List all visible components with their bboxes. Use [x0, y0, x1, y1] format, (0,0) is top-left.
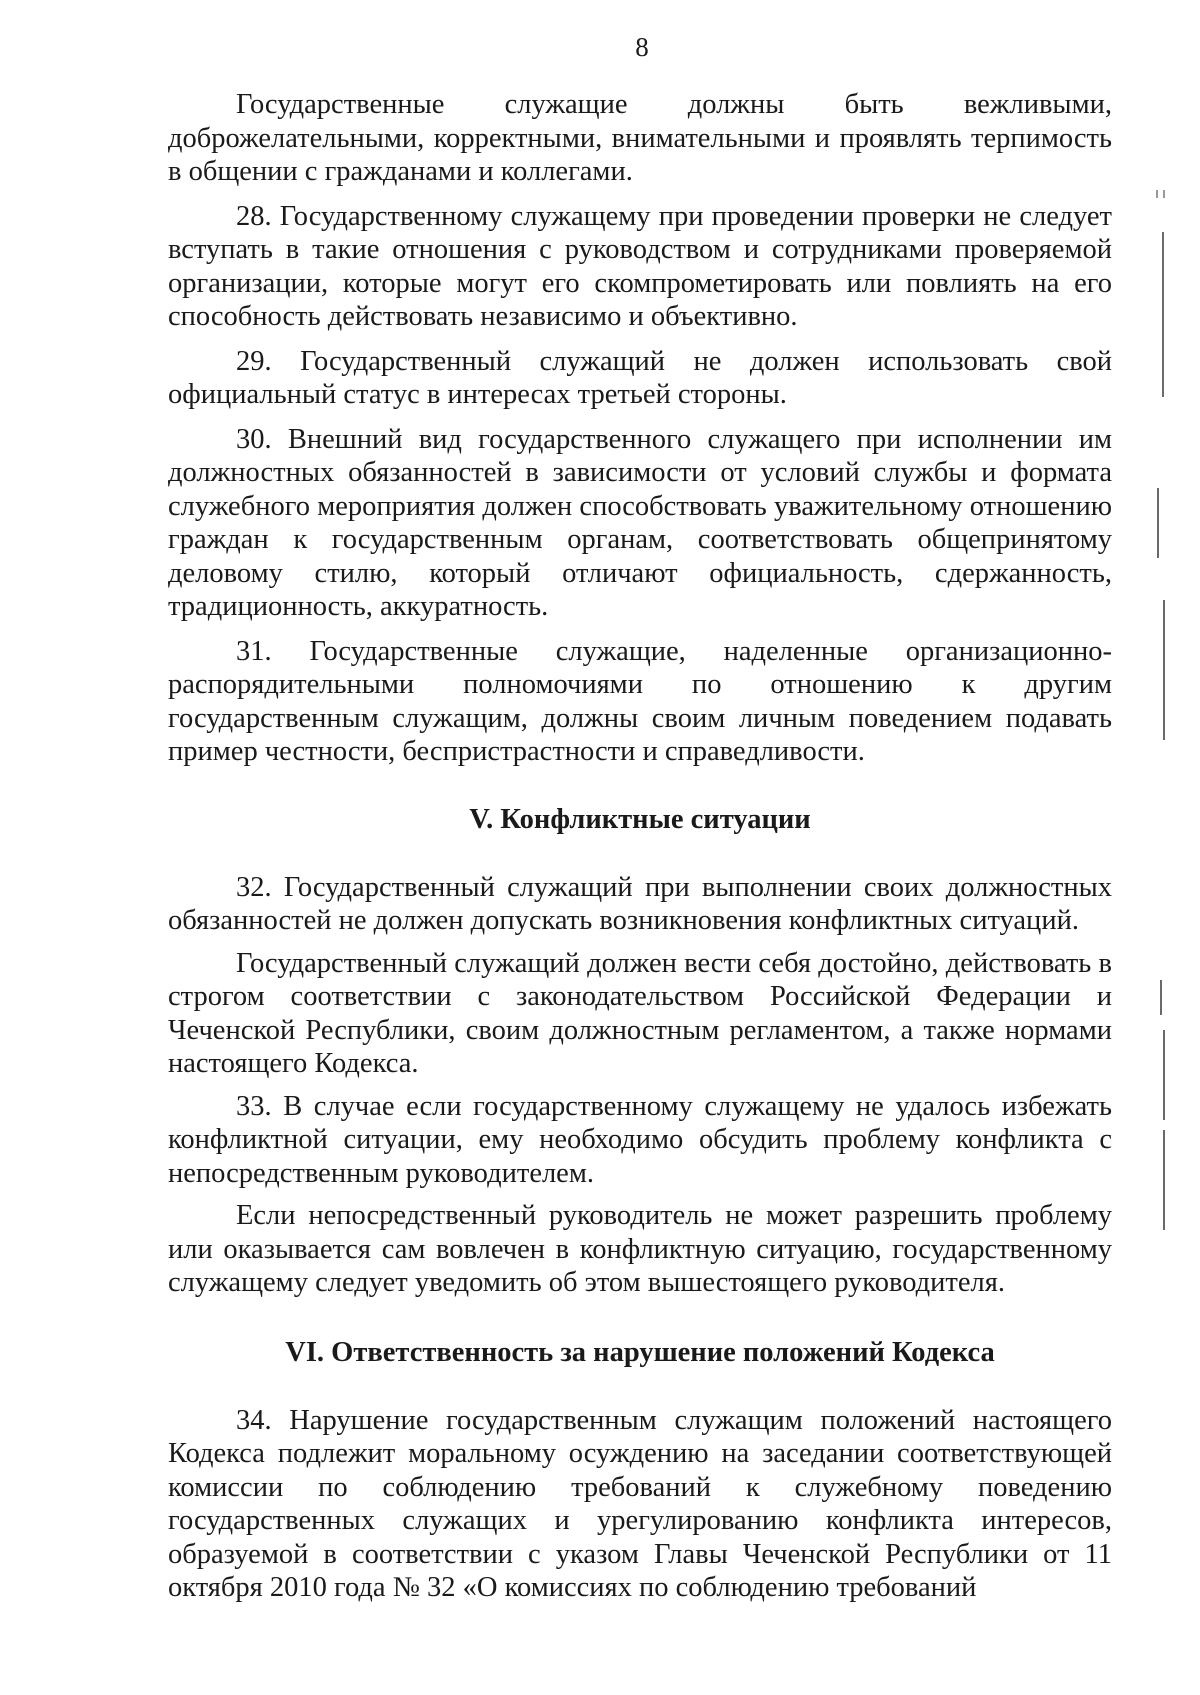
paragraph-34: 34. Нарушение государственным служащим положений настоящего Кодекса подлежит моральному осуждению на заседании соответствующей комиссии по соблюдению требований к служебному поведению государственных служащих и урегулированию конфликта интересов, образуемой в соответствии с указом Главы Чеченской Республики от 11 октября 2010 года № 32 «О комиссиях по соблюдению требований	[168, 1404, 1112, 1603]
scan-artifact	[1156, 190, 1158, 198]
paragraph-33: 33. В случае если государственному служащему не удалось избежать конфликтной ситуации, ему необходимо обсудить проблему конфликта с непосредственным руководителем.	[168, 1090, 1112, 1189]
paragraph-32: 32. Государственный служащий при выполнении своих должностных обязанностей не должен допускать возникновения конфликтных ситуаций.	[168, 871, 1112, 936]
page-number: 8	[635, 32, 649, 62]
scan-artifact	[1163, 1130, 1165, 1230]
paragraph-28: 28. Государственному служащему при проведении проверки не следует вступать в такие отношения с руководством и сотрудниками проверяемой организации, которые могут его скомпрометировать или повлиять на его способность действовать независимо и объективно.	[168, 200, 1112, 332]
scan-artifact	[1162, 232, 1164, 397]
section-heading-responsibility: VI. Ответственность за нарушение положений Кодекса	[285, 1336, 995, 1368]
paragraph-33-escalation: Если непосредственный руководитель не может разрешить проблему или оказывается сам вовлечен в конфликтную ситуацию, государственному служащему следует уведомить об этом вышестоящего руководителя.	[168, 1200, 1112, 1298]
paragraph-30: 30. Внешний вид государственного служащего при исполнении им должностных обязанностей в зависимости от условий службы и формата служебного мероприятия должен способствовать уважительному отношению граждан к государственным органам, соответствовать общепринятому деловому стилю, который отличают официальность, сдержанность, традиционность, аккуратность.	[168, 423, 1112, 622]
paragraph-29: 29. Государственный служащий не должен использовать свой официальный статус в интересах третьей стороны.	[168, 345, 1112, 410]
scan-artifact	[1163, 600, 1165, 740]
document-body	[168, 88, 1112, 1605]
paragraph-32-dignity: Государственный служащий должен вести себя достойно, действовать в строгом соответствии с законодательством Российской Федерации и Чеченской Республики, своим должностным регламентом, а также нормами настоящего Кодекса.	[168, 947, 1112, 1079]
scan-artifact	[1163, 1030, 1165, 1120]
scan-artifact	[1160, 980, 1162, 1015]
scan-artifact	[1163, 190, 1165, 198]
section-heading-conflicts: V. Конфликтные ситуации	[469, 803, 811, 835]
scan-artifact	[1157, 488, 1159, 558]
paragraph-31: 31. Государственные служащие, наделенные организационно-распорядительными полномочиями по отношению к другим государственным служащим, должны своим личным поведением подавать пример честности, беспристрастности и справедливости.	[168, 635, 1112, 767]
paragraph-courtesy: Государственные служащие должны быть вежливыми, доброжелательными, корректными, внимательными и проявлять терпимость в общении с гражданами и коллегами.	[168, 89, 1112, 187]
